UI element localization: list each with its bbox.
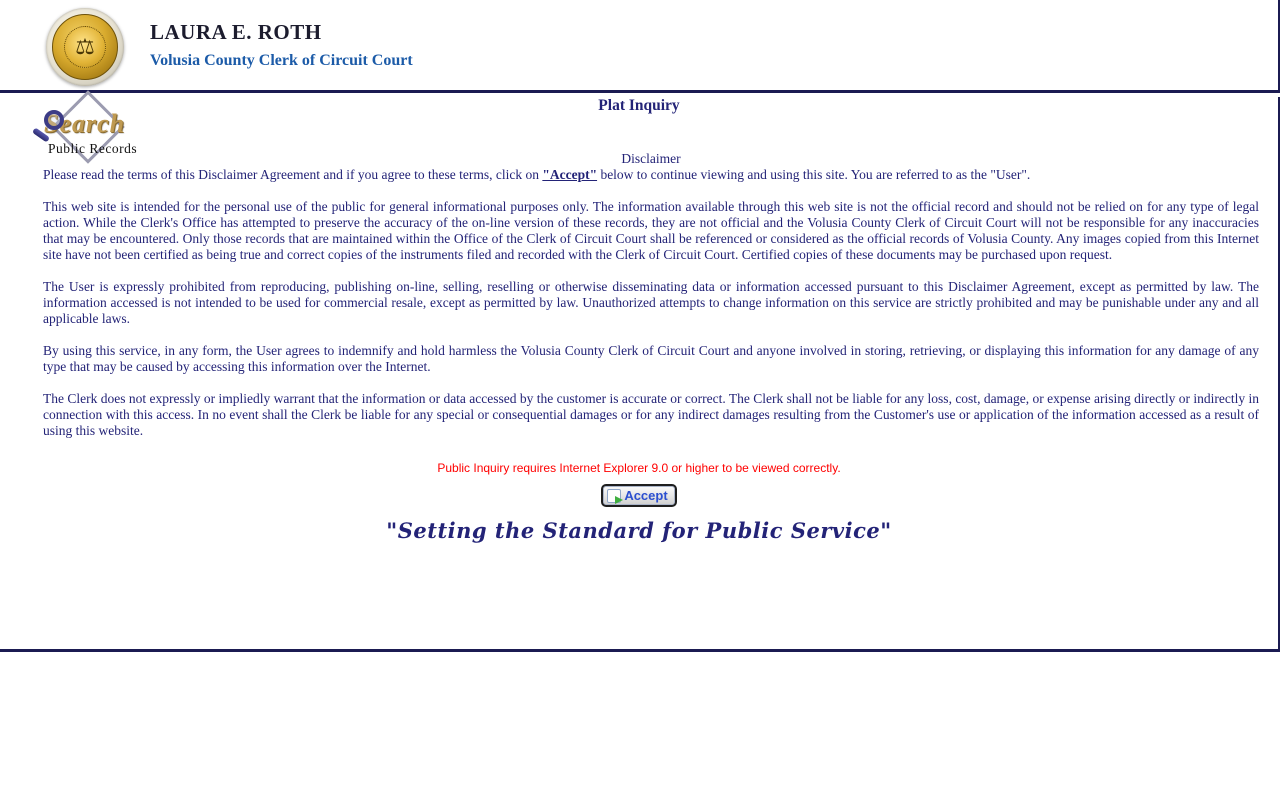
seal-gold-ring bbox=[52, 14, 118, 80]
office-subtitle: Volusia County Clerk of Circuit Court bbox=[150, 52, 413, 69]
service-motto-tagline: "Setting the Standard for Public Service" bbox=[386, 517, 892, 543]
seal-inner-circle bbox=[64, 26, 106, 68]
accept-button-row bbox=[0, 484, 1278, 508]
disclaimer-paragraph-2: The User is expressly prohibited from reproducing, publishing on-line, selling, reselling or otherwise disseminating data or information accessed pursuant to this Disclaimer Agreement, except as permitted by law. The information accessed is not intended to be used for commercial resale, except as permitted by law. Unauthorized attempts to change information on this service are strictly prohibited and may be punishable under any and all applicable laws. bbox=[43, 279, 1259, 326]
page-title: Plat Inquiry bbox=[598, 97, 680, 114]
intro-before: Please read the terms of this Disclaimer Agreement and if you agree to these terms, click on bbox=[43, 167, 543, 182]
accept-page-arrow-icon bbox=[607, 489, 621, 503]
disclaimer-intro bbox=[43, 167, 1259, 183]
disclaimer-heading: Disclaimer bbox=[621, 151, 681, 166]
header-text-block bbox=[150, 20, 413, 70]
disclaimer-paragraph-4: The Clerk does not expressly or impliedly warrant that the information or data accessed by the customer is accurate or correct. The Clerk shall not be liable for any loss, cost, damage, or expense arising directly or indirectly in connection with this access. In no event shall the Clerk be liable for any special or consequential damages or for any indirect damages resulting from the Customer's use or application of the information accessed as a result of using this website. bbox=[43, 391, 1259, 438]
disclaimer-paragraph-1: This web site is intended for the personal use of the public for general informational purposes only. The information available through this web site is not the official record and should not be relied on for any type of legal action. While the Clerk's Office has attempted to preserve the accuracy of the on-line version of these records, they are not official and the Volusia County Clerk of Circuit Court will not be responsible for any inaccuracies that may be encountered. Only those records that are maintained within the Office of the Clerk of Circuit Court shall be referenced or considered as the official records of Volusia County. Any images copied from this Internet site have not been certified as being true and correct copies of the instruments filed and recorded with the Clerk of Circuit Court. Certified copies of these documents may be purchased upon request. bbox=[43, 199, 1259, 262]
accept-button-label: Accept bbox=[624, 488, 668, 503]
intro-accept-emphasis: "Accept" bbox=[542, 167, 598, 182]
disclaimer-paragraph-3: By using this service, in any form, the User agrees to indemnify and hold harmless the Volusia County Clerk of Circuit Court and anyone involved in storing, retrieving, or displaying this information for any damage of any type that may be caused by accessing this information over the Internet. bbox=[43, 343, 1259, 374]
search-logo-word: Search bbox=[44, 109, 126, 138]
search-public-records-logo[interactable] bbox=[26, 103, 156, 167]
site-header bbox=[0, 0, 1280, 93]
search-logo-subtext: Public Records bbox=[48, 141, 138, 156]
browser-requirement-notice: Public Inquiry requires Internet Explorer 9.0 or higher to be viewed correctly. bbox=[437, 461, 841, 475]
justice-scales-icon: ⚖ bbox=[75, 34, 95, 59]
clerk-name-title: LAURA E. ROTH bbox=[150, 20, 322, 44]
disclaimer-text-block bbox=[43, 151, 1259, 439]
clerk-court-seal-logo bbox=[46, 8, 124, 86]
disclaimer-page-body bbox=[0, 97, 1280, 652]
intro-after: below to continue viewing and using this site. You are referred to as the "User". bbox=[597, 167, 1031, 182]
accept-button[interactable] bbox=[601, 484, 676, 507]
